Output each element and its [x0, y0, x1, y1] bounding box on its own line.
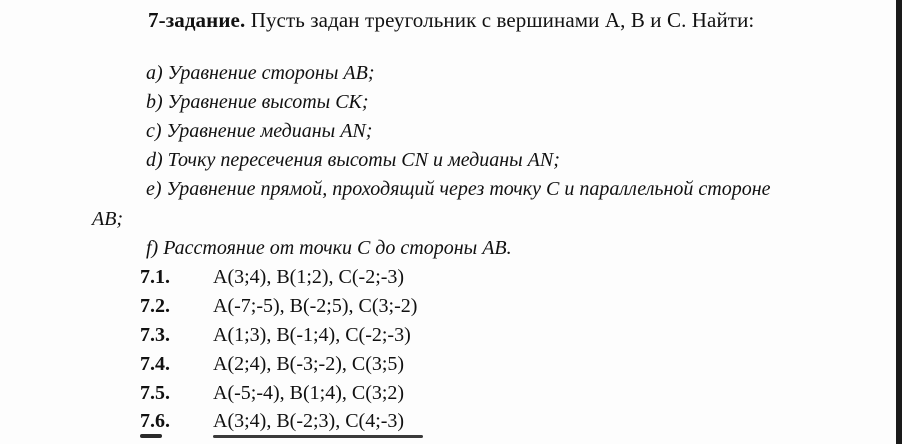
task-heading [148, 8, 754, 33]
subtask-d: d) Точку пересечения высоты CN и медианы AN; [146, 149, 560, 171]
scan-edge-shadow [896, 0, 902, 444]
task-description: Пусть задан треугольник с вершинами A, B и C. Найти: [250, 8, 755, 32]
subtask-c: c) Уравнение медианы AN; [146, 120, 373, 142]
cropped-text-fragment [140, 434, 162, 438]
variant-coordinates: A(-7;-5), B(-2;5), C(3;-2) [213, 295, 418, 317]
variant-number: 7.3. [140, 324, 170, 346]
subtask-e: e) Уравнение прямой, проходящий через точку C и параллельной стороне [146, 178, 771, 200]
variant-number: 7.6. [140, 410, 170, 432]
variant-coordinates: A(-5;-4), B(1;4), C(3;2) [213, 382, 405, 404]
cropped-next-variant-row [140, 434, 440, 444]
variant-number: 7.2. [140, 295, 170, 317]
variant-coordinates: A(3;4), B(-2;3), C(4;-3) [213, 410, 405, 432]
subtask-e-continuation: AB; [92, 208, 124, 230]
task-number-label: 7-задание. [148, 8, 246, 32]
cropped-text-fragment [213, 435, 423, 438]
variant-number: 7.5. [140, 382, 170, 404]
subtask-b: b) Уравнение высоты CK; [146, 91, 369, 113]
variant-number: 7.1. [140, 266, 170, 288]
subtask-a: а) Уравнение стороны AB; [146, 62, 375, 84]
variant-coordinates: A(3;4), B(1;2), C(-2;-3) [213, 266, 405, 288]
variant-coordinates: A(2;4), B(-3;-2), C(3;5) [213, 353, 405, 375]
variant-coordinates: A(1;3), B(-1;4), C(-2;-3) [213, 324, 411, 346]
variant-number: 7.4. [140, 353, 170, 375]
subtask-f: f) Расстояние от точки C до стороны AB. [146, 237, 512, 259]
